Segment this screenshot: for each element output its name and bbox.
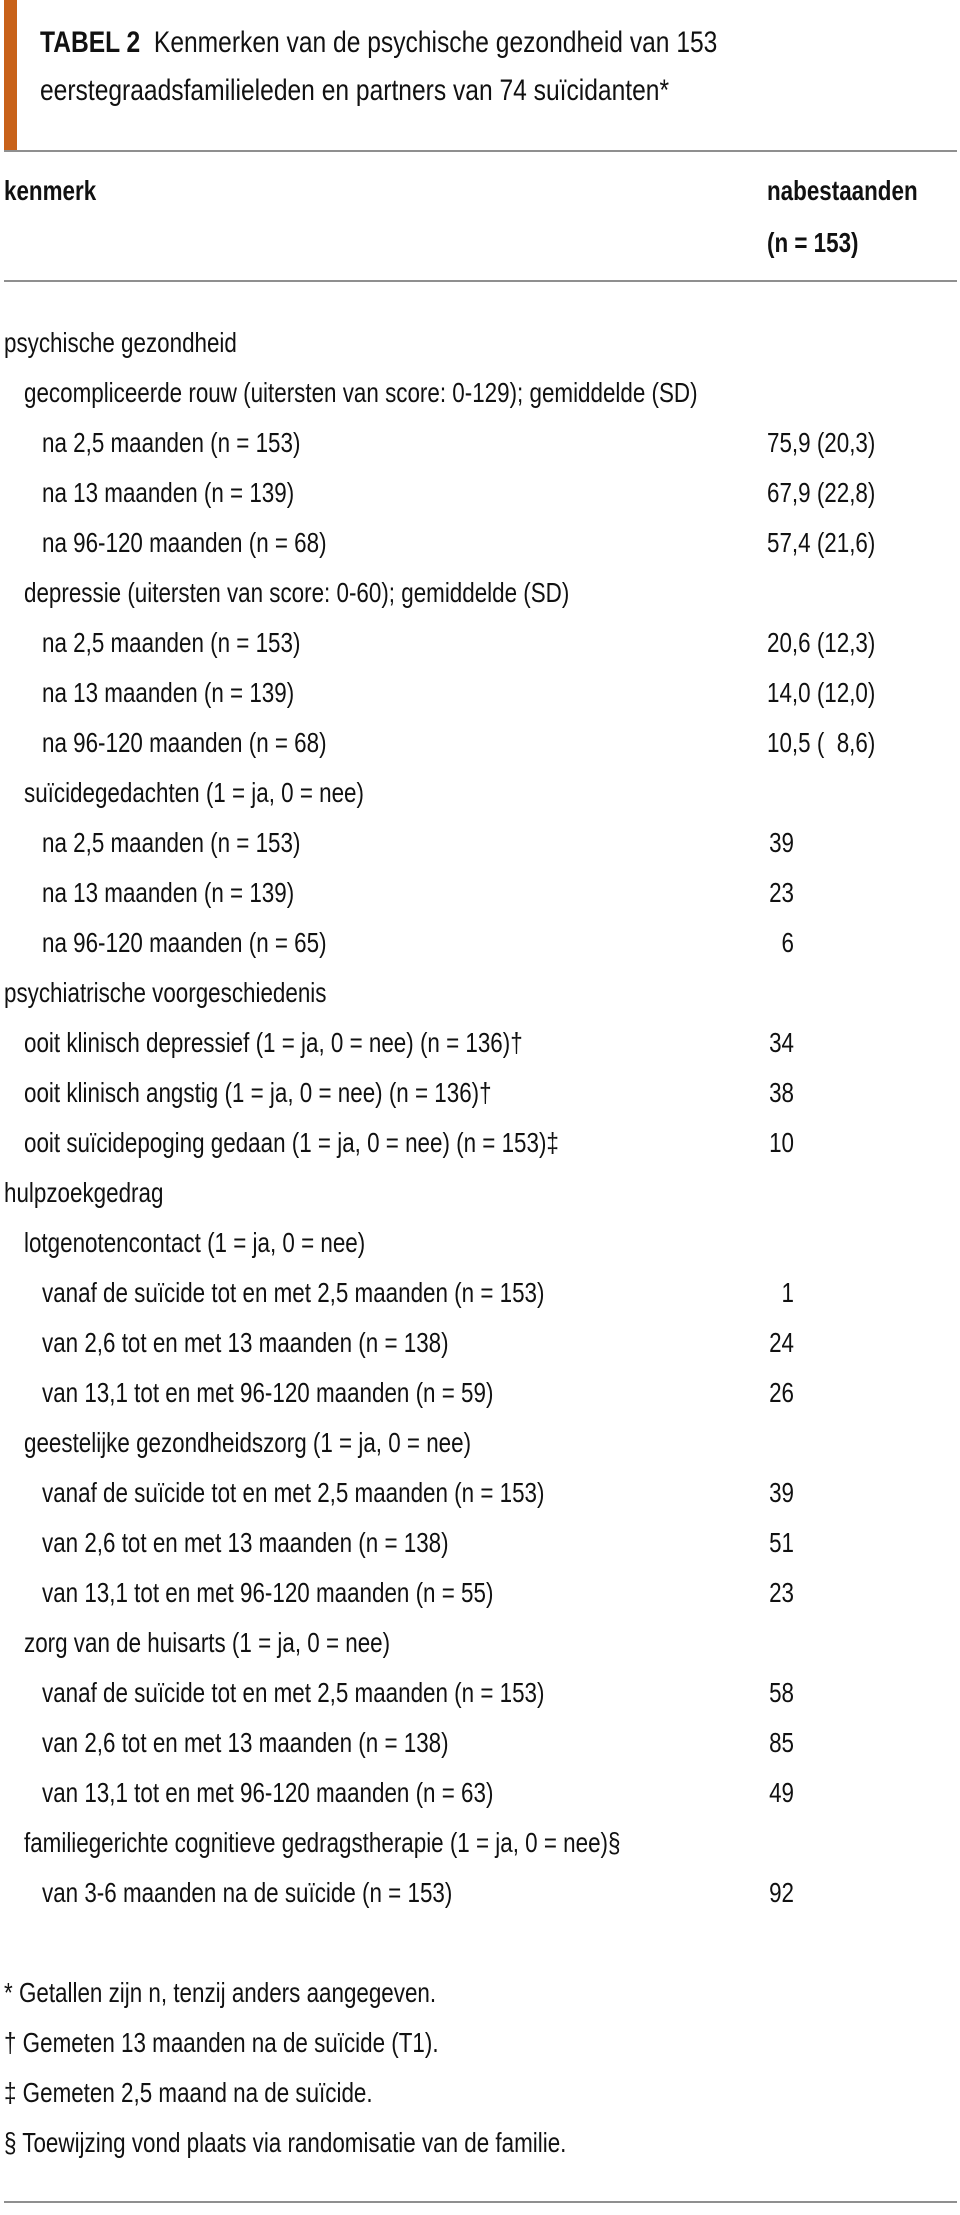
row-value: 58 <box>769 1677 794 1708</box>
row-value: 34 <box>769 1027 794 1058</box>
row-label: na 13 maanden (n = 139) <box>42 677 295 708</box>
section-heading: psychische gezondheid <box>4 327 237 358</box>
subsection-label: gecompliceerde rouw (uitersten van score: 0-129); gemiddelde (SD) <box>24 377 698 408</box>
row-label: na 13 maanden (n = 139) <box>42 877 295 908</box>
row-value: 14,0 (12,0) <box>767 677 876 708</box>
row-value: 67,9 (22,8) <box>767 477 876 508</box>
footnote: † Gemeten 13 maanden na de suïcide (T1). <box>4 2027 439 2058</box>
row-value: 85 <box>769 1727 794 1758</box>
row-label: vanaf de suïcide tot en met 2,5 maanden (n = 153) <box>42 1677 545 1708</box>
footnote: ‡ Gemeten 2,5 maand na de suïcide. <box>4 2077 373 2108</box>
row-label: van 13,1 tot en met 96-120 maanden (n = 59) <box>42 1377 494 1408</box>
subsection-label: zorg van de huisarts (1 = ja, 0 = nee) <box>24 1627 391 1658</box>
section-heading: psychiatrische voorgeschiedenis <box>4 977 327 1008</box>
row-label: na 96-120 maanden (n = 68) <box>42 727 327 758</box>
row-value: 10,5 ( 8,6) <box>767 727 876 758</box>
table-title-line-2: eerstegraadsfamilieleden en partners van 74 suïcidanten* <box>40 74 670 107</box>
row-label: van 2,6 tot en met 13 maanden (n = 138) <box>42 1727 449 1758</box>
footnote: § Toewijzing vond plaats via randomisatie van de familie. <box>4 2127 567 2158</box>
subsection-label: depressie (uitersten van score: 0-60); gemiddelde (SD) <box>24 577 570 608</box>
subsection-label: suïcidegedachten (1 = ja, 0 = nee) <box>24 777 364 808</box>
table-label: TABEL 2 <box>40 26 141 59</box>
row-value: 10 <box>769 1127 794 1158</box>
column-header-kenmerk: kenmerk <box>4 175 97 206</box>
row-label: na 2,5 maanden (n = 153) <box>42 627 301 658</box>
section-heading: hulpzoekgedrag <box>4 1177 164 1208</box>
row-label: na 2,5 maanden (n = 153) <box>42 427 301 458</box>
table-title: Kenmerken van de psychische gezondheid van 153 <box>153 26 718 59</box>
subsection-label: ooit klinisch angstig (1 = ja, 0 = nee) (n = 136)† <box>24 1077 492 1108</box>
row-value: 20,6 (12,3) <box>767 627 876 658</box>
row-value: 39 <box>769 827 794 858</box>
row-label: van 2,6 tot en met 13 maanden (n = 138) <box>42 1327 449 1358</box>
row-value: 1 <box>781 1277 794 1308</box>
column-header-nabestaanden: nabestaanden <box>767 175 918 206</box>
row-label: na 96-120 maanden (n = 65) <box>42 927 327 958</box>
row-value: 6 <box>781 927 794 958</box>
row-value: 26 <box>769 1377 794 1408</box>
row-value: 39 <box>769 1477 794 1508</box>
row-value: 23 <box>769 877 794 908</box>
row-label: van 2,6 tot en met 13 maanden (n = 138) <box>42 1527 449 1558</box>
row-label: van 3-6 maanden na de suïcide (n = 153) <box>42 1877 453 1908</box>
row-label: na 96-120 maanden (n = 68) <box>42 527 327 558</box>
table-bottom-rule <box>4 2201 957 2203</box>
row-value: 51 <box>769 1527 794 1558</box>
row-value: 57,4 (21,6) <box>767 527 876 558</box>
row-value: 23 <box>769 1577 794 1608</box>
row-value: 38 <box>769 1077 794 1108</box>
subsection-label: lotgenotencontact (1 = ja, 0 = nee) <box>24 1227 366 1258</box>
subsection-label: familiegerichte cognitieve gedragstherapie (1 = ja, 0 = nee)§ <box>24 1827 621 1858</box>
subsection-label: geestelijke gezondheidszorg (1 = ja, 0 = nee) <box>24 1427 472 1458</box>
row-label: vanaf de suïcide tot en met 2,5 maanden (n = 153) <box>42 1277 545 1308</box>
row-value: 24 <box>769 1327 794 1358</box>
column-header-n: (n = 153) <box>767 227 859 258</box>
subsection-label: ooit suïcidepoging gedaan (1 = ja, 0 = nee) (n = 153)‡ <box>24 1127 559 1158</box>
footnote: * Getallen zijn n, tenzij anders aangegeven. <box>4 1977 437 2008</box>
row-label: na 13 maanden (n = 139) <box>42 477 295 508</box>
row-label: van 13,1 tot en met 96-120 maanden (n = 63) <box>42 1777 494 1808</box>
row-value: 92 <box>769 1877 794 1908</box>
row-value: 75,9 (20,3) <box>767 427 876 458</box>
row-label: vanaf de suïcide tot en met 2,5 maanden (n = 153) <box>42 1477 545 1508</box>
row-label: van 13,1 tot en met 96-120 maanden (n = 55) <box>42 1577 494 1608</box>
row-value: 49 <box>769 1777 794 1808</box>
subsection-label: ooit klinisch depressief (1 = ja, 0 = nee) (n = 136)† <box>24 1027 523 1058</box>
row-label: na 2,5 maanden (n = 153) <box>42 827 301 858</box>
